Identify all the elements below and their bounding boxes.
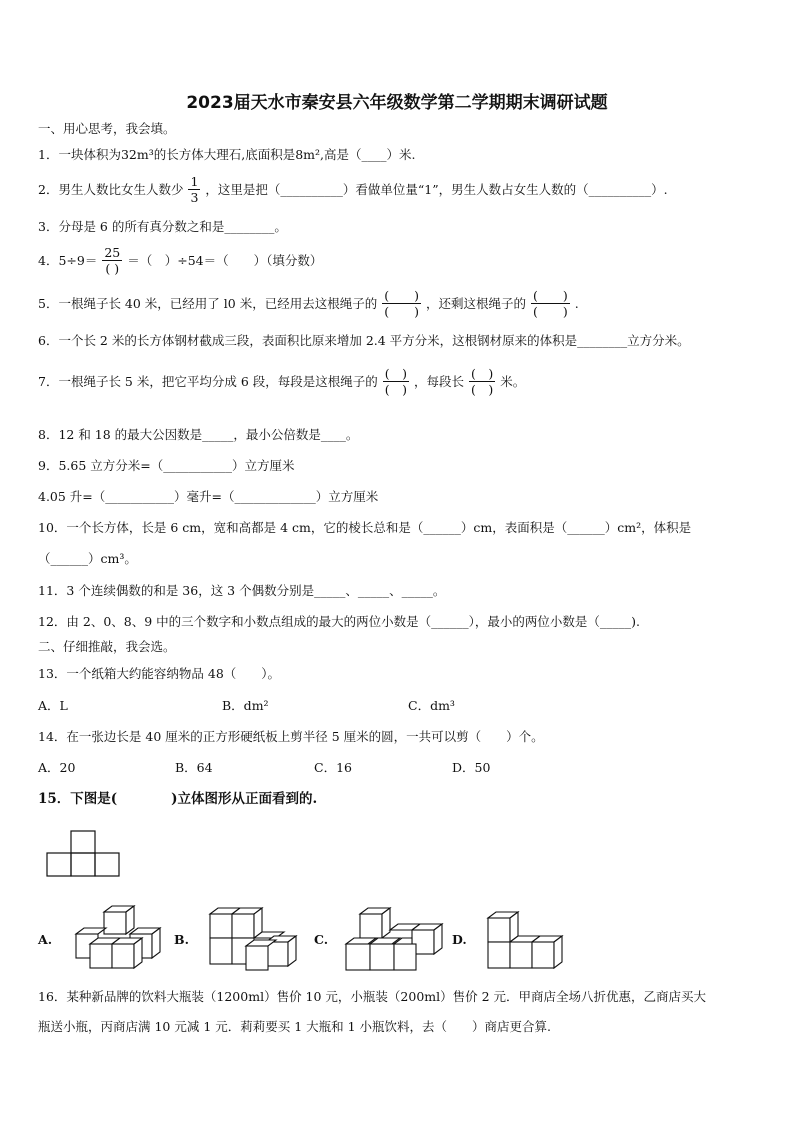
q15-option-a-figure (70, 904, 166, 974)
question-11: 11．3 个连续偶数的和是 36，这 3 个偶数分别是_____、_____、_____。 (38, 583, 446, 598)
section-2-heading: 二、仔细推敲，我会选。 (38, 639, 176, 654)
section-1-heading: 一、用心思考，我会填。 (38, 121, 176, 136)
fraction-numerator: 1 (190, 174, 199, 189)
question-15: 15．下图是( )立体图形从正面看到的. (38, 791, 318, 807)
fraction-numerator: ( ) (384, 366, 408, 381)
question-13: 13．一个纸箱大约能容纳物品 48（ ）。 (38, 666, 281, 681)
question-4-text-b: ＝（ ）÷54＝（ ）（填分数） (127, 252, 323, 268)
question-4 (38, 245, 322, 276)
question-5 (38, 288, 579, 319)
q15-option-c-label: C. (314, 932, 329, 947)
question-12: 12．由 2、0、8、9 中的三个数字和小数点组成的最大的两位小数是（______），最小的两位小数是（_____). (38, 614, 641, 629)
question-8: 8．12 和 18 的最大公因数是_____，最小公倍数是____。 (38, 427, 359, 442)
question-7-fraction-2 (469, 366, 495, 397)
question-4-fraction (102, 245, 122, 276)
question-7 (38, 366, 525, 397)
question-7-text-b: ，每段长 (414, 373, 465, 389)
q13-option-a: A．L (38, 698, 68, 713)
front-view-figure (46, 829, 124, 879)
q15-option-c-figure (344, 904, 448, 976)
question-5-text-c: . (574, 295, 579, 311)
question-7-text-a: 7．一根绳子长 5 米，把它平均分成 6 段，每段是这根绳子的 (38, 373, 378, 389)
q14-option-b: B．64 (175, 760, 213, 775)
fraction-denominator: ( ) (384, 304, 419, 319)
question-5-text-a: 5．一根绳子长 40 米，已经用了 l0 米，已经用去这根绳子的 (38, 295, 378, 311)
question-2-text-a: 2．男生人数比女生人数少 (38, 181, 184, 197)
question-3: 3．分母是 6 的所有真分数之和是________。 (38, 219, 287, 234)
question-2-text-b: ，这里是把（__________）看做单位量“1”，男生人数占女生人数的（__________）. (205, 181, 668, 197)
fraction-numerator: 25 (104, 245, 121, 260)
question-9-line-2: 4.05 升=（___________）毫升=（_____________）立方厘米 (38, 489, 379, 504)
q14-option-d: D．50 (452, 760, 491, 775)
question-5-fraction-1 (382, 288, 421, 319)
front-view-square-1 (47, 853, 71, 876)
fraction-denominator: ( ) (105, 261, 120, 276)
question-14: 14．在一张边长是 40 厘米的正方形硬纸板上剪半径 5 厘米的圆，一共可以剪（ ）个。 (38, 729, 544, 744)
question-6: 6．一个长 2 米的长方体钢材截成三段，表面积比原来增加 2.4 平方分米，这根钢材原来的体积是________立方分米。 (38, 333, 690, 348)
question-5-fraction-2 (531, 288, 570, 319)
question-2 (38, 174, 668, 205)
q15-option-d-figure (482, 904, 578, 974)
fraction-denominator: ( ) (532, 304, 568, 319)
q13-option-b: B．dm² (222, 698, 269, 713)
fraction-numerator: ( ) (384, 288, 419, 303)
question-7-text-c: 米。 (500, 373, 526, 389)
question-16-line-1: 16．某种新品牌的饮料大瓶装（1200ml）售价 10 元，小瓶装（200ml）售价 2 元．甲商店全场八折优惠，乙商店买大 (38, 989, 707, 1004)
fraction-denominator: ( ) (471, 382, 494, 397)
q13-option-c: C．dm³ (408, 698, 455, 713)
question-1: 1．一块体积为32m³的长方体大理石,底面积是8m²,高是（____）米. (38, 147, 416, 162)
fraction-denominator: ( ) (384, 382, 408, 397)
q14-option-c: C．16 (314, 760, 352, 775)
front-view-top-square (71, 831, 95, 853)
page-title: 2023届天水市秦安县六年级数学第二学期期末调研试题 (186, 93, 608, 113)
front-view-square-2 (71, 853, 95, 876)
question-10-line-1: 10．一个长方体，长是 6 cm，宽和高都是 4 cm，它的棱长总和是（______）cm，表面积是（______）cm²，体积是 (38, 520, 692, 535)
question-16-line-2: 瓶送小瓶，丙商店满 10 元减 1 元．莉莉要买 1 大瓶和 1 小瓶饮料，去（ ）商店更合算. (38, 1019, 552, 1034)
fraction-denominator: 3 (190, 190, 199, 205)
question-4-text-a: 4．5÷9＝ (38, 252, 98, 268)
question-9-line-1: 9．5.65 立方分米=（___________）立方厘米 (38, 458, 295, 473)
front-view-square-3 (95, 853, 119, 876)
question-5-text-b: ，还剩这根绳子的 (425, 295, 526, 311)
q15-option-b-figure (206, 904, 302, 974)
fraction-numerator: ( ) (471, 366, 494, 381)
q15-option-d-label: D. (452, 932, 467, 947)
fraction-numerator: ( ) (532, 288, 568, 303)
question-2-fraction (188, 174, 200, 205)
question-7-fraction-1 (383, 366, 409, 397)
q14-option-a: A．20 (38, 760, 76, 775)
q15-option-a-label: A. (38, 932, 53, 947)
question-10-line-2: （______）cm³。 (38, 551, 137, 566)
q15-option-b-label: B. (174, 932, 189, 947)
